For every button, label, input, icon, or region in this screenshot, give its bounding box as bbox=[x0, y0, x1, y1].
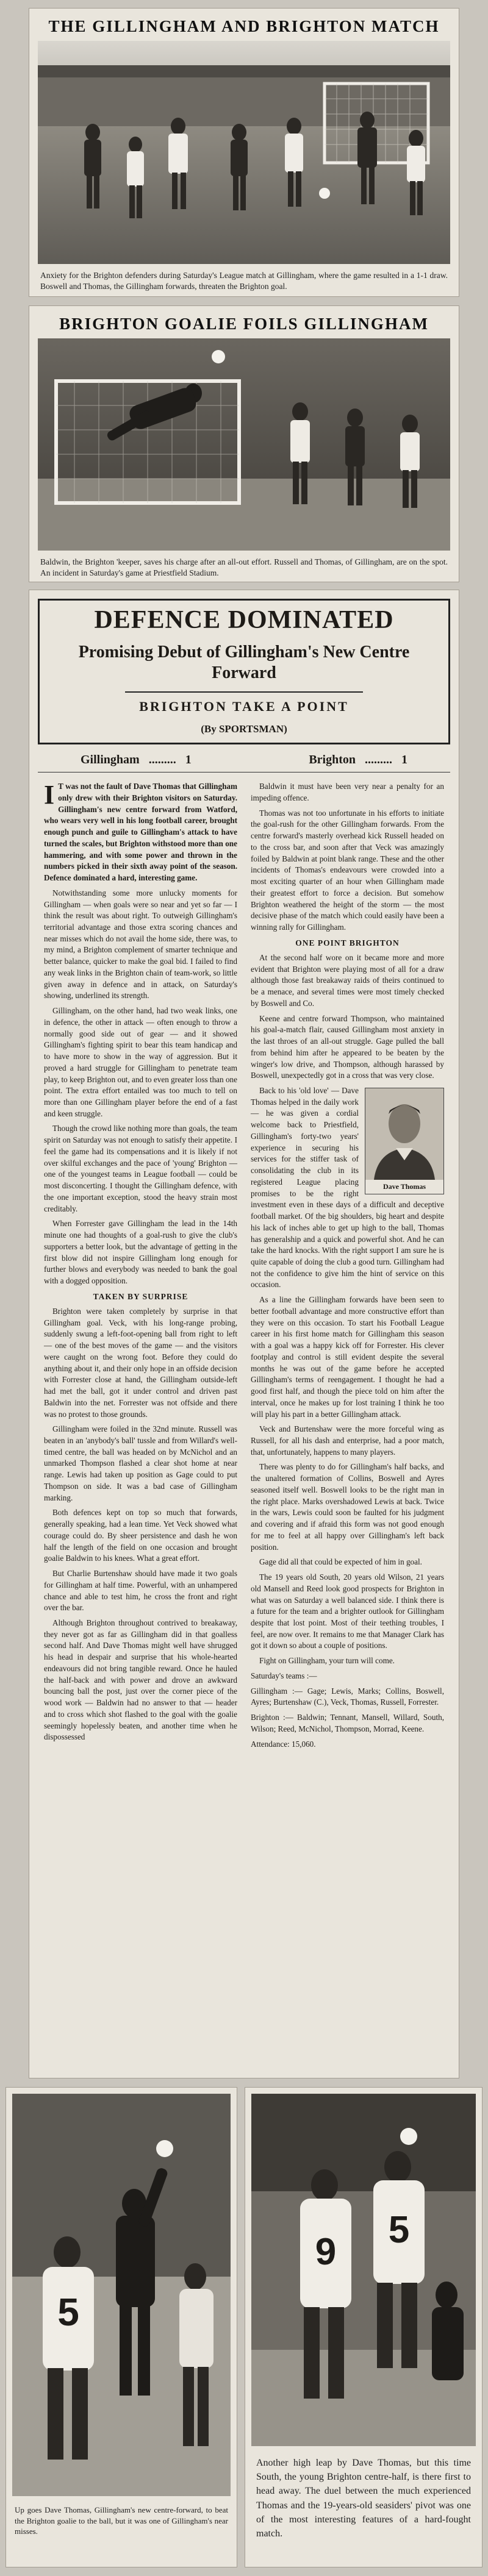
gillingham-lineup: Gillingham :— Gage; Lewis, Marks; Collins, Boswell, Ayres; Burtenshaw (C.), Veck, Thomas, Russell, Forrester. bbox=[251, 1686, 444, 1707]
paragraph: Baldwin it must have been very near a penalty for an impeding offence. bbox=[251, 782, 444, 802]
goalie-save-scene bbox=[38, 338, 450, 551]
clipping1-headline: THE GILLINGHAM AND BRIGHTON MATCH bbox=[48, 17, 440, 35]
clipping-match-photo bbox=[29, 9, 459, 296]
article-sub-headline: Promising Debut of Gillingham's New Centre Forward bbox=[78, 643, 410, 682]
home-team: Gillingham bbox=[81, 753, 140, 767]
paragraph: Back to his 'old love' — Dave Thomas helped in the daily work — he was given a cordial welcome back to Priestfield, Gillingham's forty-two years' experience in securing his services for the stiffer task of consolidating the club in its registered League placing promises to be the right investment even in these days of a difficult and deceptive football market. Of the big shoulders, big heart and despite his lack of inches able to get up high to the ball, Thomas has generalship and a quick and powerful shot. And he can take the hard knocks. With the right support I am sure he is quite capable of doing the club a good turn. Gillingham had not the confidence to give him the hint of service on this occasion. bbox=[251, 1085, 444, 1290]
score-home: Gillingham ......... 1 bbox=[81, 753, 192, 767]
article-byline: (By SPORTSMAN) bbox=[201, 723, 287, 735]
clipping2-headline: BRIGHTON GOALIE FOILS GILLINGHAM bbox=[59, 315, 429, 333]
clipping2-caption: Baldwin, the Brighton 'keeper, saves his charge after an all-out effort. Russell and Thomas, of Gillingham, are on the spot. An incident in Saturday's game at Priestfield Stadium. bbox=[40, 557, 448, 578]
lead-paragraph bbox=[44, 781, 237, 884]
subheading-one-point: ONE POINT BRIGHTON bbox=[295, 938, 400, 947]
shirt-number-5: 5 bbox=[57, 2290, 79, 2334]
high-leap-scene bbox=[251, 2094, 476, 2446]
article-strapline: BRIGHTON TAKE A POINT bbox=[139, 699, 349, 715]
clipping1-caption: Anxiety for the Brighton defenders during Saturday's League match at Gillingham, where the game resulted in a 1-1 draw. Boswell and Thomas, the Gillingham forwards, threaten the Brighton goal. bbox=[40, 271, 448, 291]
paragraph: Thomas was not too unfortunate in his efforts to initiate the goal-rush for the other Gillingham forwards. From the centre forward's masterly overhead kick Russell headed on to the cross bar, and soon after that Veck was amazingly foiled by Baldwin at point blank range. These and the other incidents of Thomas's endeavours were crowded into a most exciting quarter of an hour when Gillingham made their greatest effort to force a decision. But somehow Brighton weathered the height of the storm — the most decisive phase of the match which could easily have been a winning rally for Gillingham. bbox=[251, 808, 444, 932]
paragraph: Although Brighton throughout contrived to breakaway, they never got as far as Gillingham did in that goalless second half. And Dave Thomas might well have shrugged his head in despair and surprise that his whole-hearted endeavours did not bring tangible reward. Once he hauled the half-back and with power and drove an awkward bouncing ball the post, just over the corner piece of the wood work — Baldwin had no answer to that — header and to cross which shot flashed to the goal with the goalie seemingly hopelessly beaten, and another time when he dispossessed bbox=[44, 1618, 237, 1742]
bottom-photo-row bbox=[0, 2088, 488, 2569]
drop-cap: I bbox=[44, 780, 55, 810]
clipping-high-leap bbox=[245, 2088, 482, 2567]
subheading-surprise: TAKEN BY SURPRISE bbox=[93, 1291, 188, 1301]
attendance: Attendance: 15,060. bbox=[251, 1739, 316, 1749]
paragraph: Gillingham were foiled in the 32nd minute. Russell was beaten in an 'anybody's ball' tussle and from Willard's well-timed centre, the ball was headed on by McNichol and an unmarked Thompson flashed a clear shot home at near range. Lewis had taken up position as Gage could to put Thompson on side. It was a bad case of Gillingham marking. bbox=[44, 1424, 237, 1502]
header-duel-photo bbox=[12, 2094, 231, 2496]
portrait-name: Dave Thomas bbox=[382, 1182, 426, 1191]
teams-intro: Saturday's teams :— bbox=[251, 1671, 317, 1680]
paragraph: At the second half wore on it became more and more evident that Brighton were playing most of all for a draw although those fast breakaway raids of theirs continued to be a menace, and several times were most timely checked by Boswell and Co. bbox=[251, 952, 444, 1008]
paragraph: Notwithstanding some more unlucky moments for Gillingham — when goals were so near and yet so far — I think the result was about right. To outweigh Gillingham's territorial advantage and those extra scoring chances and near misses which do not avail the home side, there was, to my mind, a Brighton complement of smarter technique and better balance, quicker to make the goal bid. I failed to find any weak links in the Brighton chain of team-work, so little given away in defence and in attack, on Saturday's showing, underlined its strength. bbox=[44, 888, 237, 1001]
match-report-article bbox=[29, 590, 459, 2078]
clipping-header-duel bbox=[6, 2088, 237, 2567]
paragraph: There was plenty to do for Gillingham's half backs, and the unaltered formation of Collins, Boswell and Ayres seasoned itself well. Boswell looks to be the right man in the right place. Marks overshadowed Lewis at back. Twice in the wars, Lewis could soon be faulted for his judgment and covering and if afraid this form was not good enough for me to feel at all happy over Gillingham's left back position. bbox=[251, 1462, 444, 1552]
paragraph: Veck and Burtenshaw were the more forceful wing as Russell, for all his dash and enterprise, had a poor match, that, unfortunately, happens to many players. bbox=[251, 1424, 444, 1457]
paragraph: Both defences kept on top so much that forwards, generally speaking, had a lean time. Yet Veck showed what courage could do. By sheer persistence and dash he won half the length of the field on one occasion and brought goalie Baldwin to his knees. What a great effort. bbox=[44, 1508, 237, 1563]
article-column-1 bbox=[44, 781, 237, 1754]
paragraph: Brighton were taken completely by surprise in that Gillingham goal. Veck, with his long-range probing, suddenly swung a left-foot-opening ball from right to left — one of the best moves of the game — and the visitors were caught on the wrong foot. Before they could do anything about it, and their only hope in an offside decision with Forrester close at hand, the Gillingham outside-left had met the ball, got it under control and driven past Baldwin into the net. Forrester was not offside and there was no protest to those grounds. bbox=[44, 1306, 237, 1419]
header-duel-scene bbox=[12, 2094, 231, 2496]
paragraph: Keene and centre forward Thompson, who maintained his goal-a-match flair, caused Gillingham most anxiety in the last throes of an all-out struggle. Gage pulled the ball from behind him after he appeared to be beaten by the winger's low drive, and Thompson, although harassed by Boswell, unexpectedly got in a cross that was very close. bbox=[251, 1013, 444, 1080]
shirt-number-5: 5 bbox=[388, 2209, 410, 2251]
shirt-number-9: 9 bbox=[315, 2231, 337, 2273]
scoreline bbox=[38, 744, 450, 772]
paragraph: The 19 years old South, 20 years old Wilson, 21 years old Mansell and Reed look good prospects for Brighton in what was on Saturday a well balanced side. I think there is a future for the team and a brighter outlook for Gillingham despite that lost point. Most of their teething troubles, I feel, are now over. It remains to me that Manager Clark has got it down so about a couple of positions. bbox=[251, 1572, 444, 1650]
high-leap-photo bbox=[251, 2094, 476, 2446]
lead-text: T was not the fault of Dave Thomas that Gillingham only drew with their Brighton visitors on Saturday. Gillingham's new centre forward from Watford, who wears very well in his long football career, brought enough punch and guile to Gillingham's attack to have turned the scales, but Brighton withstood more than one hammering, and with some power and thrown in the numbers picked in their sixth away point of the season. Defence dominated a hard, interesting game. bbox=[44, 782, 237, 883]
clipping-goalie-photo bbox=[29, 306, 459, 582]
article-body bbox=[29, 772, 459, 1754]
paragraph: Gillingham, on the other hand, had two weak links, one in defence, the other in attack — often enough to throw a normally good side out of gear — and it showed Gillingham's fighting spirit to bear this team handicap and to have more to show in the way of aggression. But it proved a hard struggle for Gillingham to penetrate team play, to keep Brighton out, and to even greater loss than one point. The extra effort entailed was too much to tell on more than one Gillingham player before the end of a fast and keen struggle. bbox=[44, 1006, 237, 1118]
goalmouth-scene bbox=[38, 41, 450, 264]
away-team: Brighton bbox=[309, 753, 356, 767]
paragraph: Fight on Gillingham, your turn will come. bbox=[259, 1656, 395, 1666]
portrait-photo bbox=[365, 1088, 443, 1180]
score-away: Brighton ......... 1 bbox=[309, 753, 407, 767]
article-headline-block bbox=[38, 599, 450, 744]
paragraph: But Charlie Burtenshaw should have made it two goals for Gillingham at half time. Powerful, with an unhampered chance and able to test him, he cross the front and right over the bar. bbox=[44, 1569, 237, 1613]
paragraph: As a line the Gillingham forwards have been seen to better football advantage and more constructive effort than they were on this occasion. To start his Football League career in his first home match for Gillingham this season with a goal was a happy kick off for Forrester. His clever footplay and control is still evident despite the several months he was out of the game before he accepted Gillingham's terms of reengagement. I thought he had a good first half, and though the piece told on him after the interval, once he makes up for lost training I think he too will play his part in a better Gillingham attack. bbox=[251, 1295, 444, 1419]
headline-divider bbox=[125, 691, 363, 693]
paragraph: Gage did all that could be expected of him in goal. bbox=[259, 1557, 422, 1567]
bottom-left-caption: Up goes Dave Thomas, Gillingham's new centre-forward, to beat the Brighton goalie to the ball, but it was one of Gillingham's near misses. bbox=[15, 2505, 228, 2536]
bottom-right-caption: Another high leap by Dave Thomas, but this time South, the young Brighton centre-half, is there first to head away. The duel between the much experienced Thomas and the 19-years-old seasiders' pivot was one of the most interesting features of a hard-fought match. bbox=[256, 2458, 471, 2539]
article-column-2 bbox=[251, 781, 444, 1754]
portrait-figure bbox=[365, 1088, 443, 1180]
away-goals: 1 bbox=[401, 753, 407, 767]
brighton-lineup: Brighton :— Baldwin; Tennant, Mansell, Willard, South, Wilson; Reed, McNichol, Thompson, Morrad, Keene. bbox=[251, 1713, 444, 1733]
paragraph: When Forrester gave Gillingham the lead in the 14th minute one had thoughts of a goal-rush to give the club's supporters a better look, but the advantage of getting in the first blow did not inspire Gillingham long enough for further blows and everybody was needed to bank the goal with a dogged opposition. bbox=[44, 1219, 237, 1286]
home-goals: 1 bbox=[185, 753, 192, 767]
match-photo-goalie-save bbox=[38, 338, 450, 551]
match-photo-goalmouth bbox=[38, 41, 450, 264]
article-main-headline: DEFENCE DOMINATED bbox=[94, 606, 394, 634]
dave-thomas-portrait bbox=[365, 1088, 444, 1194]
paragraph: Though the crowd like nothing more than goals, the team spirit on Saturday was not enough to satisfy their appetite. I feel the game had its compensations and it is likely if not over skilful exchanges and the pace of 'young' Brighton — one of the youngest teams in League football — could be most disconcerting. I thought the Gillingham defence, with the one important exception, stood the heavy strain most creditably. bbox=[44, 1124, 237, 1213]
